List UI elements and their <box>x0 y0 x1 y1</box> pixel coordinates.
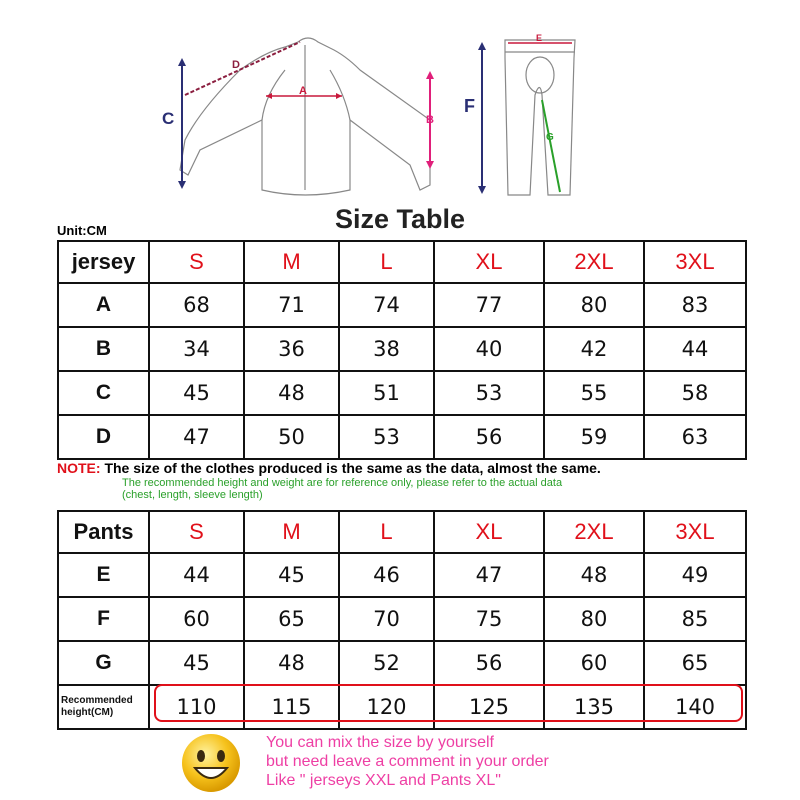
table-cell: 48 <box>244 641 339 685</box>
promo-line-1: You can mix the size by yourself <box>266 734 494 751</box>
size-s: S <box>149 241 244 283</box>
size-2xl: 2XL <box>544 241 644 283</box>
table-cell: 83 <box>644 283 746 327</box>
table-cell: 45 <box>244 553 339 597</box>
table-cell: 51 <box>339 371 434 415</box>
table-cell: 125 <box>434 685 544 729</box>
table-cell: 135 <box>544 685 644 729</box>
table-row <box>58 597 746 641</box>
measure-b <box>426 71 434 169</box>
recommended-height-label <box>58 685 149 729</box>
promo-line-2: but need leave a comment in your order <box>266 753 549 770</box>
label-a: A <box>299 85 307 97</box>
size-xl: XL <box>434 511 544 553</box>
row-label: G <box>58 641 149 685</box>
label-e: E <box>536 33 543 43</box>
table-cell: 38 <box>339 327 434 371</box>
size-l: L <box>339 511 434 553</box>
note-subtext <box>122 477 562 501</box>
note-text: The size of the clothes produced is the same as the data, almost the same. <box>104 460 601 476</box>
table-cell: 115 <box>244 685 339 729</box>
measure-c <box>162 58 186 189</box>
table-row <box>58 327 746 371</box>
size-l: L <box>339 241 434 283</box>
table-cell: 63 <box>644 415 746 459</box>
pants-outline <box>505 40 575 195</box>
table-cell: 48 <box>544 553 644 597</box>
size-3xl: 3XL <box>644 241 746 283</box>
label-g: G <box>546 132 554 143</box>
promo-text <box>266 733 549 790</box>
note-sub-line-2: (chest, length, sleeve length) <box>122 489 263 501</box>
table-cell: 56 <box>434 641 544 685</box>
table-cell: 60 <box>149 597 244 641</box>
table-cell: 45 <box>149 641 244 685</box>
table-cell: 70 <box>339 597 434 641</box>
height-row-highlight <box>154 684 743 722</box>
label-b: B <box>426 114 434 126</box>
table-cell: 65 <box>244 597 339 641</box>
smiley-icon <box>180 732 242 794</box>
measure-e <box>508 33 572 43</box>
table-cell: 85 <box>644 597 746 641</box>
table-cell: 40 <box>434 327 544 371</box>
size-s: S <box>149 511 244 553</box>
table-cell: 75 <box>434 597 544 641</box>
table-cell: 34 <box>149 327 244 371</box>
table-cell: 110 <box>149 685 244 729</box>
row-label: F <box>58 597 149 641</box>
note-label: NOTE: <box>57 460 101 476</box>
pants-header-label: Pants <box>58 511 149 553</box>
table-cell: 49 <box>644 553 746 597</box>
table-cell: 80 <box>544 597 644 641</box>
table-cell: 46 <box>339 553 434 597</box>
size-xl: XL <box>434 241 544 283</box>
recommended-label-line-1: Recommended <box>61 695 133 706</box>
recommended-label-line-2: height(CM) <box>61 707 114 718</box>
measure-a <box>266 85 342 99</box>
size-m: M <box>244 241 339 283</box>
table-cell: 60 <box>544 641 644 685</box>
table-cell: 50 <box>244 415 339 459</box>
table-cell: 74 <box>339 283 434 327</box>
jersey-header-row <box>58 241 746 283</box>
promo-line-3: Like " jerseys XXL and Pants XL" <box>266 772 501 789</box>
row-label: C <box>58 371 149 415</box>
garment-diagram <box>0 0 800 215</box>
size-2xl: 2XL <box>544 511 644 553</box>
table-cell: 80 <box>544 283 644 327</box>
row-label: D <box>58 415 149 459</box>
table-cell: 53 <box>339 415 434 459</box>
table-cell: 58 <box>644 371 746 415</box>
table-cell: 71 <box>244 283 339 327</box>
jersey-size-table <box>57 240 747 460</box>
jersey-header-label: jersey <box>58 241 149 283</box>
label-f: F <box>464 96 475 116</box>
table-cell: 42 <box>544 327 644 371</box>
table-row <box>58 641 746 685</box>
table-cell: 47 <box>434 553 544 597</box>
label-c: C <box>162 109 175 128</box>
note-line <box>57 460 601 476</box>
table-cell: 44 <box>149 553 244 597</box>
table-row <box>58 553 746 597</box>
measure-f <box>464 42 486 194</box>
row-label: E <box>58 553 149 597</box>
table-cell: 120 <box>339 685 434 729</box>
note-sub-line-1: The recommended height and weight are for reference only, please refer to the actual data <box>122 477 563 489</box>
table-cell: 47 <box>149 415 244 459</box>
table-cell: 65 <box>644 641 746 685</box>
table-cell: 56 <box>434 415 544 459</box>
table-cell: 44 <box>644 327 746 371</box>
label-d: D <box>232 59 240 71</box>
size-m: M <box>244 511 339 553</box>
table-row <box>58 283 746 327</box>
table-cell: 140 <box>644 685 746 729</box>
table-cell: 55 <box>544 371 644 415</box>
size-3xl: 3XL <box>644 511 746 553</box>
jersey-outline <box>180 38 430 195</box>
table-row <box>58 371 746 415</box>
table-cell: 52 <box>339 641 434 685</box>
table-cell: 36 <box>244 327 339 371</box>
row-label: A <box>58 283 149 327</box>
table-row <box>58 415 746 459</box>
table-cell: 45 <box>149 371 244 415</box>
pants-header-row <box>58 511 746 553</box>
table-cell: 68 <box>149 283 244 327</box>
page-title: Size Table <box>334 204 466 234</box>
table-cell: 77 <box>434 283 544 327</box>
table-cell: 48 <box>244 371 339 415</box>
measure-d <box>185 42 300 95</box>
unit-label: Unit:CM <box>57 223 107 238</box>
table-cell: 59 <box>544 415 644 459</box>
row-label: B <box>58 327 149 371</box>
table-cell: 53 <box>434 371 544 415</box>
